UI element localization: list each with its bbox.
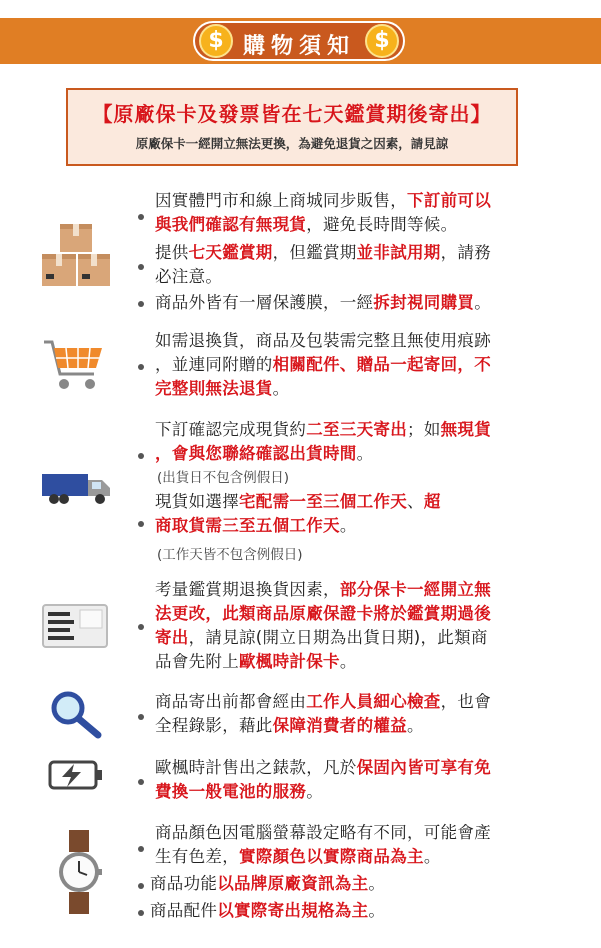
list-item: 下訂確認完成現貨約二至三天寄出；如無現貨 ，會與您聯絡確認出貨時間。 bbox=[155, 420, 492, 463]
list-item: 考量鑑賞期退換貨因素，部分保卡一經開立無 法更改，此類商品原廠保證卡將於鑑賞期過後 寄出，請見諒(開立日期為出貨日期)，此類商 品會先附上歐楓時計保卡。 bbox=[155, 580, 492, 671]
list-item: 提供七天鑑賞期，但鑑賞期並非試用期，請務 必注意。 bbox=[155, 243, 492, 286]
bullet bbox=[138, 453, 144, 459]
notice-title: 【原廠保卡及發票皆在七天鑑賞期後寄出】 bbox=[92, 102, 492, 126]
note-text: (工作天皆不包含例假日) bbox=[157, 547, 303, 563]
bullet bbox=[138, 714, 144, 720]
note-text: (出貨日不包含例假日) bbox=[157, 470, 290, 486]
list-item: 因實體門市和線上商城同步販售，下訂前可以 與我們確認有無現貨，避免長時間等候。 bbox=[155, 191, 491, 234]
warranty-notice-box bbox=[66, 88, 518, 166]
dollar-coin-icon: $ bbox=[199, 24, 233, 58]
header-title-pill bbox=[193, 21, 405, 61]
warranty-card-icon bbox=[42, 604, 108, 648]
list-item: 商品顏色因電腦螢幕設定略有不同，可能會產 生有色差，實際顏色以實際商品為主。 bbox=[155, 823, 491, 866]
bullet bbox=[138, 779, 144, 785]
page-title: 購物須知 bbox=[242, 34, 355, 59]
delivery-truck-icon bbox=[40, 472, 112, 506]
bullet bbox=[138, 364, 144, 370]
list-item: 商品配件以實際寄出規格為主。 bbox=[150, 901, 386, 920]
list-item: 商品寄出前都會經由工作人員細心檢查，也會 全程錄影，藉此保障消費者的權益。 bbox=[155, 692, 492, 735]
bullet bbox=[138, 521, 144, 527]
list-item: 歐楓時計售出之錶款，凡於保固內皆可享有免 費換一般電池的服務。 bbox=[155, 758, 492, 801]
shopping-cart-icon bbox=[42, 338, 104, 394]
dollar-coin-icon: $ bbox=[365, 24, 399, 58]
bullet bbox=[138, 910, 144, 916]
list-item: 商品外皆有一層保護膜，一經拆封視同購買。 bbox=[155, 293, 492, 312]
wristwatch-icon bbox=[56, 830, 102, 914]
bullet bbox=[138, 264, 144, 270]
list-item: 如需退換貨，商品及包裝需完整且無使用痕跡 ，並連同附贈的相關配件、贈品一起寄回，不 完整則無法退貨。 bbox=[155, 331, 492, 398]
list-item: 現貨如選擇宅配需一至三個工作天、超 商取貨需三至五個工作天。 bbox=[155, 492, 441, 535]
notice-subtitle: 原廠保卡一經開立無法更換，為避免退貨之因素，請見諒 bbox=[135, 136, 449, 151]
list-item: 商品功能以品牌原廠資訊為主。 bbox=[150, 874, 386, 893]
battery-icon bbox=[48, 760, 104, 790]
magnifier-icon bbox=[50, 690, 104, 740]
bullet bbox=[138, 846, 144, 852]
bullet bbox=[138, 214, 144, 220]
bullet bbox=[138, 301, 144, 307]
bullet bbox=[138, 624, 144, 630]
boxes-icon bbox=[40, 222, 112, 288]
bullet bbox=[138, 883, 144, 889]
header-bar bbox=[0, 18, 601, 64]
